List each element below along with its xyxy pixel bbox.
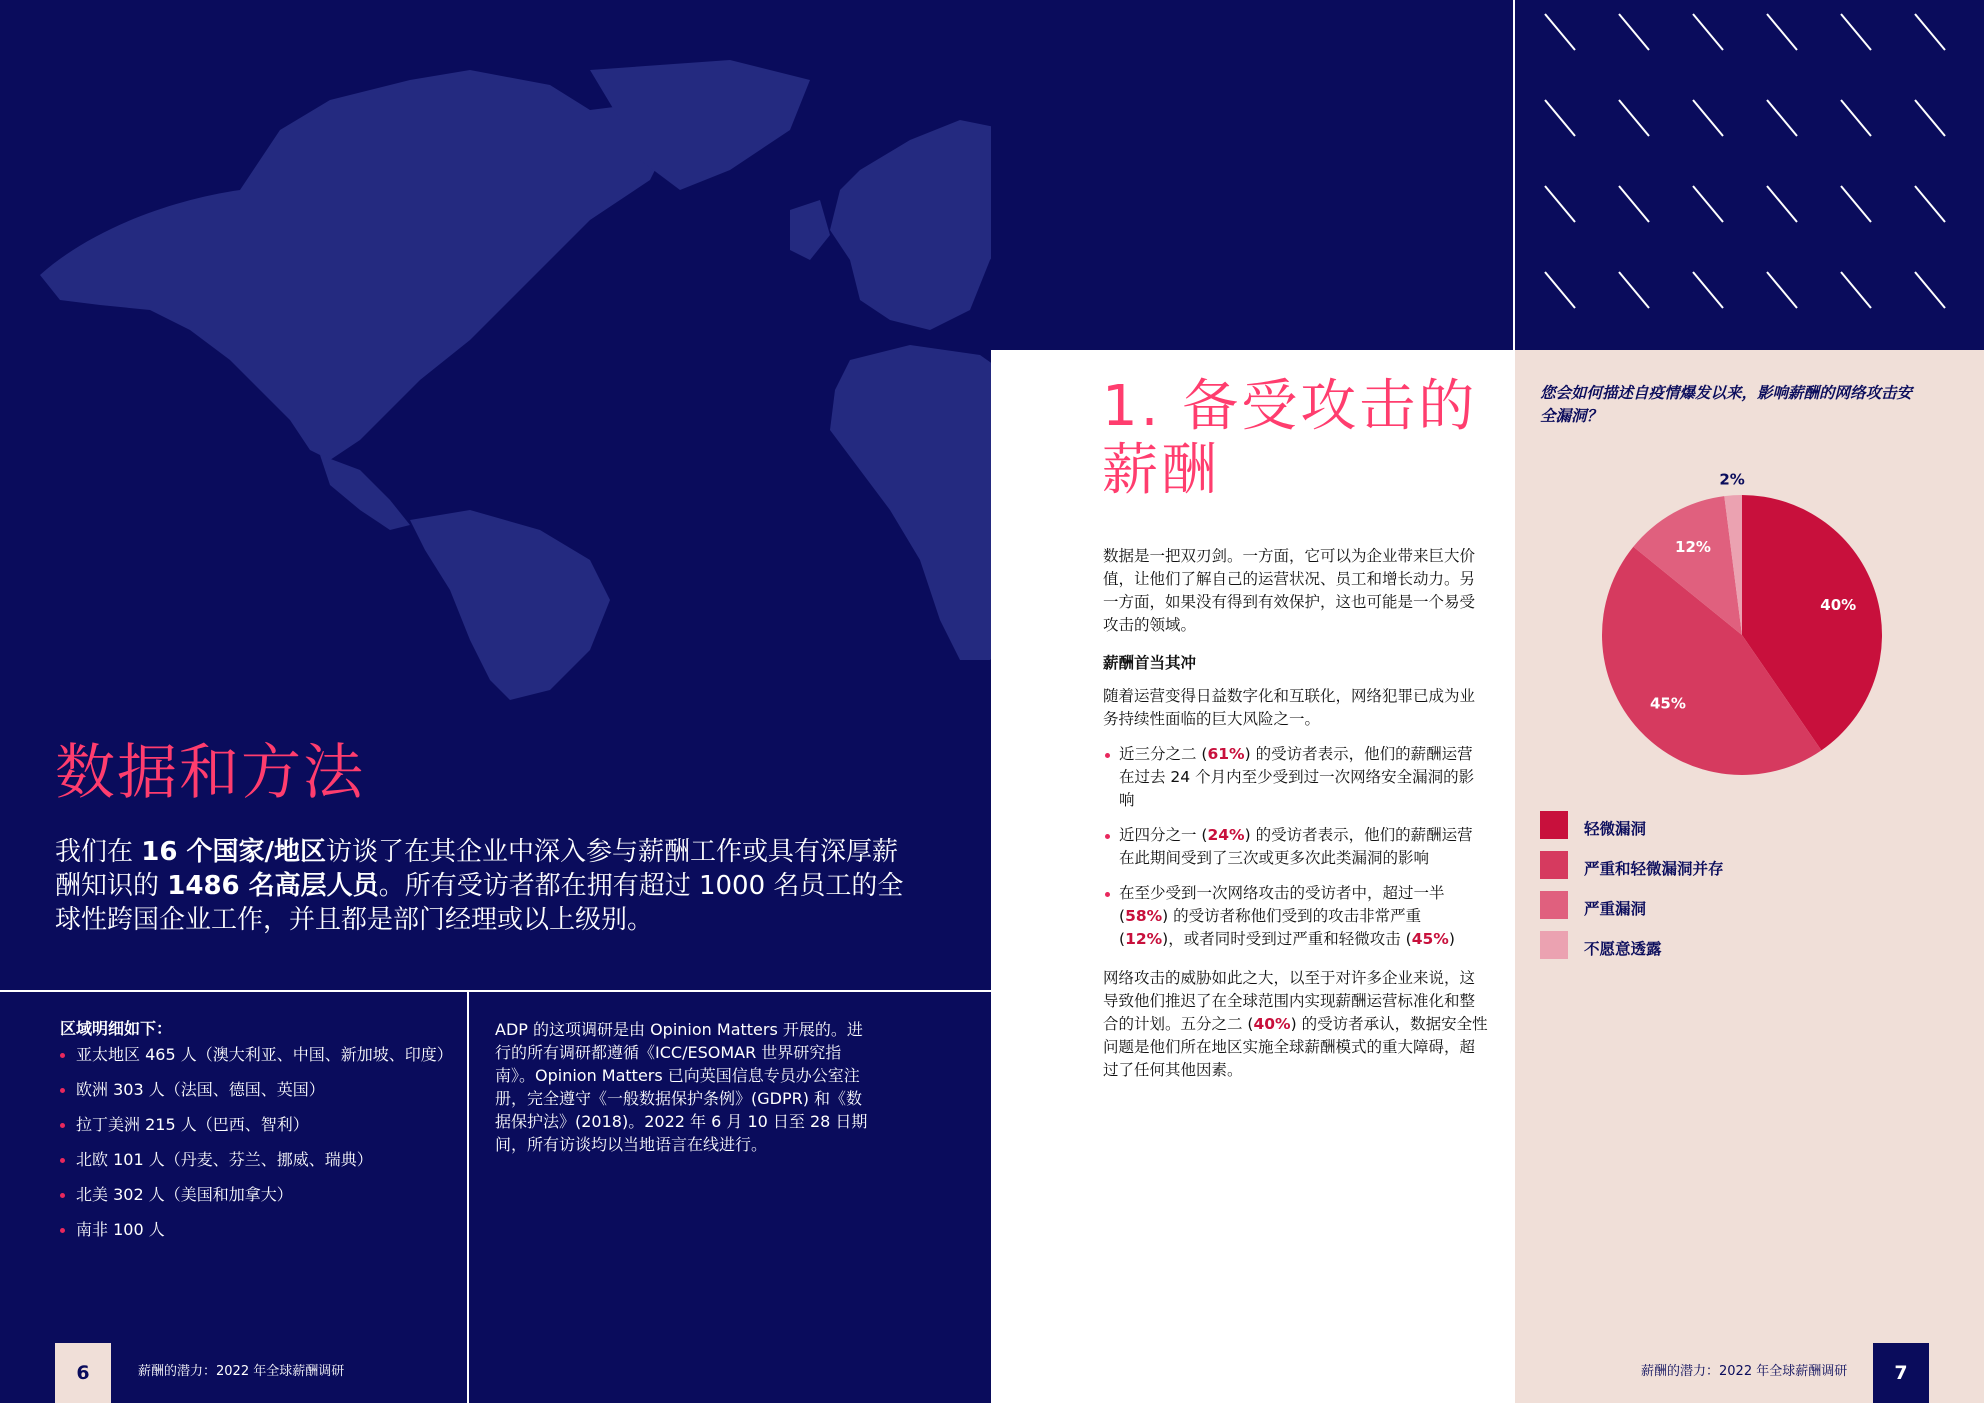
legend-label: 严重和轻微漏洞并存 xyxy=(1584,860,1724,878)
pattern-line xyxy=(1619,272,1649,308)
page-title-left: 数据和方法 xyxy=(55,738,365,808)
chart-question: 您会如何描述自疫情爆发以来，影响薪酬的网络攻击安全漏洞？ xyxy=(1540,384,1913,425)
stat-highlight: 24% xyxy=(1207,826,1245,844)
paragraph-text: ) 的受访者承认，数据安全性问题是他们所在地区实施全球薪酬模式的重大障碍，超过了任何其他因素。 xyxy=(1103,1015,1488,1079)
pattern-line xyxy=(1545,100,1575,136)
footer-right: 薪酬的潜力：2022 年全球薪酬调研 xyxy=(1641,1364,1848,1379)
continent-shape xyxy=(410,510,610,700)
pattern-line xyxy=(1841,100,1871,136)
methodology-text: ADP 的这项调研是由 Opinion Matters 开展的。进行的所有调研都遵循《ICC/ESOMAR 世界研究指南》。Opinion Matters 已向英国信息专员办公室注册，完全遵守《一般数据保护条例》(GDPR) 和《数据保护法》(2018)。2022 年 6 月 10 日至 28 日期间，所有访谈均以当地语言在线进行。 xyxy=(495,1020,868,1154)
legend-swatch xyxy=(1540,811,1568,839)
list-item: 北美 302 人（美国和加拿大） xyxy=(58,1182,453,1217)
left-page xyxy=(0,0,991,1403)
pattern-line xyxy=(1619,14,1649,50)
pattern-line xyxy=(1767,14,1797,50)
pattern-line xyxy=(1767,100,1797,136)
list-text: ) xyxy=(1448,930,1455,948)
world-map xyxy=(30,60,991,700)
list-text: )，或者同时受到过严重和轻微攻击 ( xyxy=(1162,930,1412,948)
pattern-line xyxy=(1915,272,1945,308)
legend-label: 严重漏洞 xyxy=(1584,900,1647,918)
pattern-line xyxy=(1619,186,1649,222)
stat-highlight: 61% xyxy=(1207,745,1245,763)
data-label: 45% xyxy=(1650,694,1686,713)
continent-shape xyxy=(40,70,670,460)
pattern-line xyxy=(1693,272,1723,308)
continent-shape xyxy=(830,345,991,660)
pattern-line xyxy=(1545,272,1575,308)
list-item: 欧洲 303 人（法国、德国、英国） xyxy=(58,1077,453,1112)
pattern-line xyxy=(1841,14,1871,50)
data-label: 2% xyxy=(1719,470,1745,489)
divider xyxy=(0,990,991,992)
stat-highlight: 45% xyxy=(1411,930,1449,948)
list-item xyxy=(1103,882,1488,951)
pattern-line xyxy=(1915,14,1945,50)
list-text: ) 的受访者表示，他们的薪酬运营在此期间受到了三次或更多次此类漏洞的影响 xyxy=(1119,826,1473,867)
legend-swatch xyxy=(1540,851,1568,879)
divider xyxy=(1513,0,1515,350)
list-item: 北欧 101 人（丹麦、芬兰、挪威、瑞典） xyxy=(58,1147,453,1182)
paragraph: 数据是一把双刃剑。一方面，它可以为企业带来巨大价值，让他们了解自己的运营状况、员工和增长动力。另一方面，如果没有得到有效保护，这也可能是一个易受攻击的领域。 xyxy=(1103,547,1476,634)
stat-highlight: 40% xyxy=(1253,1015,1291,1033)
intro-text: 。所有受访者都在拥有超过 1000 名员工的全球性跨国企业工作，并且都是部门经理或以上级别。 xyxy=(55,871,904,935)
list-text: 近三分之二 ( xyxy=(1119,745,1208,763)
list-item xyxy=(1103,743,1488,812)
list-text: 近四分之一 ( xyxy=(1119,826,1208,844)
list-text: ) 的受访者称他们受到的攻击非常严重 ( xyxy=(1119,907,1422,948)
list-item: 南非 100 人 xyxy=(58,1217,453,1252)
decorative-pattern xyxy=(1515,0,1984,350)
intro-text: 我们在 xyxy=(55,837,142,867)
pattern-line xyxy=(1915,100,1945,136)
pattern-line xyxy=(1693,100,1723,136)
list-text: ) 的受访者表示，他们的薪酬运营在过去 24 个月内至少受到过一次网络安全漏洞的影响 xyxy=(1119,745,1475,809)
pattern-line xyxy=(1545,186,1575,222)
footer-left: 薪酬的潜力：2022 年全球薪酬调研 xyxy=(138,1364,345,1379)
pattern-line xyxy=(1693,186,1723,222)
intro-highlight: 1486 名高层人员 xyxy=(167,871,379,901)
paragraph xyxy=(1103,967,1488,1082)
intro-highlight: 16 个国家/地区 xyxy=(141,837,326,867)
data-label: 12% xyxy=(1675,537,1711,556)
legend-label: 轻微漏洞 xyxy=(1584,820,1647,838)
divider xyxy=(467,990,469,1403)
pattern-line xyxy=(1767,272,1797,308)
list-item xyxy=(1103,824,1488,870)
pie-chart xyxy=(1590,460,1890,780)
pattern-line xyxy=(1545,14,1575,50)
continent-shape xyxy=(790,200,830,260)
paragraph-text: 网络攻击的威胁如此之大，以至于对许多企业来说，这导致他们推迟了在全球范围内实现薪酬运营标准化和整合的计划。五分之二 ( xyxy=(1103,969,1476,1033)
intro-text: 访谈了在其企业中深入参与薪酬工作或具有深厚薪酬知识的 xyxy=(55,837,899,901)
continent-shape xyxy=(320,455,410,530)
pattern-line xyxy=(1619,100,1649,136)
subheading: 薪酬首当其冲 xyxy=(1103,654,1197,672)
list-text: 在至少受到一次网络攻击的受访者中，超过一半 ( xyxy=(1119,884,1445,925)
pattern-line xyxy=(1767,186,1797,222)
list-item: 亚太地区 465 人（澳大利亚、中国、新加坡、印度） xyxy=(58,1042,453,1077)
page-number-right: 7 xyxy=(1873,1343,1929,1403)
pattern-line xyxy=(1693,14,1723,50)
pattern-line xyxy=(1841,186,1871,222)
stat-highlight: 58% xyxy=(1125,907,1163,925)
legend-label: 不愿意透露 xyxy=(1584,940,1662,958)
regions-title: 区域明细如下： xyxy=(60,1019,173,1038)
intro-paragraph xyxy=(55,835,915,937)
legend-swatch xyxy=(1540,891,1568,919)
page-number-left: 6 xyxy=(55,1343,111,1403)
pattern-line xyxy=(1841,272,1871,308)
stats-list xyxy=(1103,743,1488,963)
regions-list xyxy=(58,1042,453,1252)
section-title: 1. 备受攻击的薪酬 xyxy=(1102,374,1478,503)
stat-highlight: 12% xyxy=(1125,930,1163,948)
list-item: 拉丁美洲 215 人（巴西、智利） xyxy=(58,1112,453,1147)
legend-swatch xyxy=(1540,931,1568,959)
data-label: 40% xyxy=(1820,596,1857,615)
pattern-line xyxy=(1915,186,1945,222)
continent-shape xyxy=(830,120,991,330)
paragraph: 随着运营变得日益数字化和互联化，网络犯罪已成为业务持续性面临的巨大风险之一。 xyxy=(1103,687,1476,728)
